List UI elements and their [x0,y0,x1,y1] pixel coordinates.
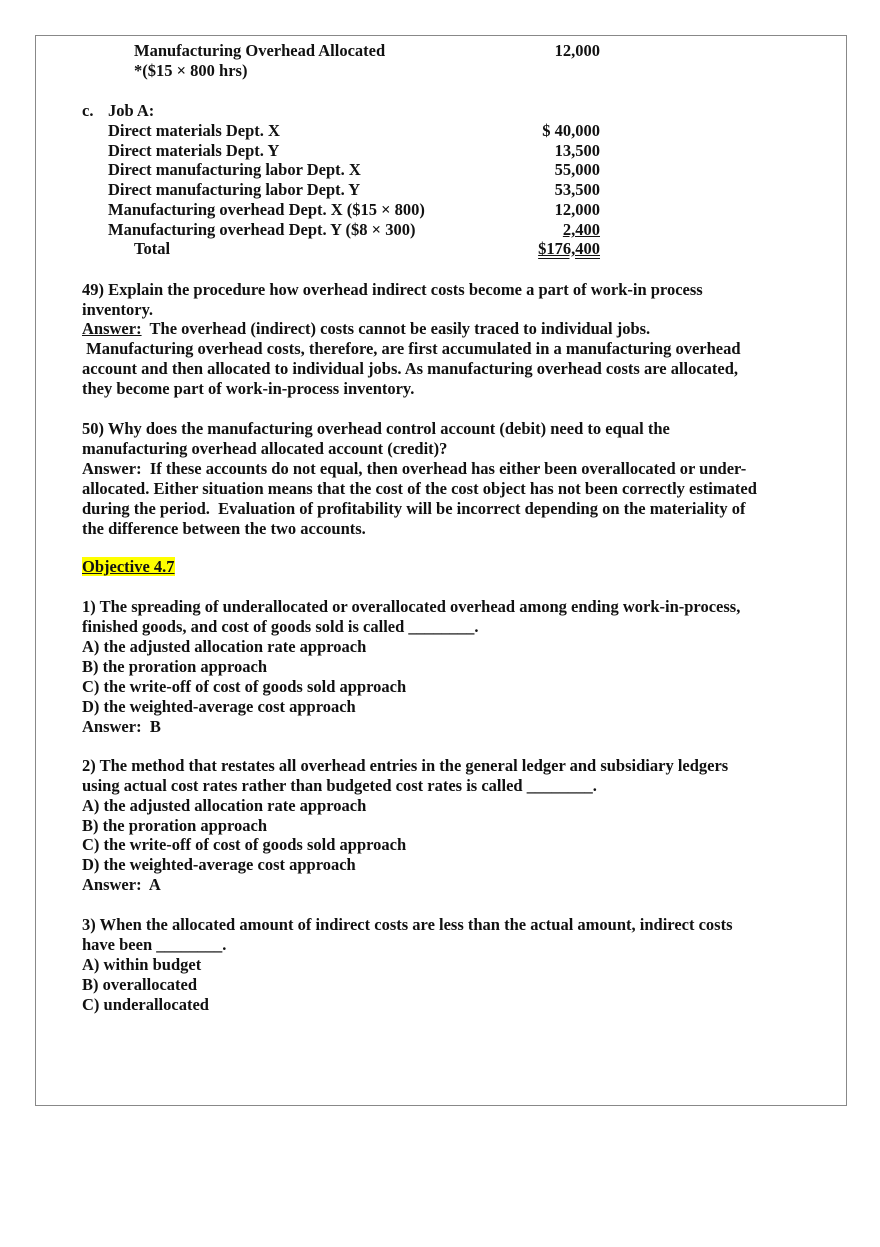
question-49-text: 49) Explain the procedure how overhead indirect costs become a part of work-in process [82,280,703,299]
total-label: Total [134,239,171,258]
option: A) within budget [82,955,202,974]
job-a-letter: c. [82,101,94,120]
question-text: 3) When the allocated amount of indirect costs are less than the actual amount, indirect costs [82,915,733,934]
job-a-title: Job A: [108,101,155,120]
answer: Answer: A [82,875,161,894]
job-row-value: 55,000 [554,160,600,179]
total-value: $176,400 [538,239,600,258]
option: B) the proration approach [82,657,268,676]
job-row-value: 53,500 [554,180,600,199]
job-row-label: Direct manufacturing labor Dept. X [108,160,361,179]
option: C) underallocated [82,995,209,1014]
job-row-label: Manufacturing overhead Dept. Y ($8 × 300) [108,220,416,239]
job-row-value: 12,000 [554,200,600,219]
option: A) the adjusted allocation rate approach [82,637,367,656]
allocation-note: *($15 × 800 hrs) [134,61,248,80]
allocation-value: 12,000 [554,41,600,60]
answer-49-text: account and then allocated to individual jobs. As manufacturing overhead costs are allocated, [82,359,739,378]
question-49-text: inventory. [82,300,154,319]
job-row-value: 13,500 [554,141,600,160]
job-row-label: Manufacturing overhead Dept. X ($15 × 800) [108,200,425,219]
job-row-label: Direct manufacturing labor Dept. Y [108,180,361,199]
question-text: finished goods, and cost of goods sold is called ________. [82,617,479,636]
option: C) the write-off of cost of goods sold approach [82,835,407,854]
job-row-label: Direct materials Dept. X [108,121,280,140]
question-50-text: manufacturing overhead allocated account (credit)? [82,439,448,458]
allocation-label: Manufacturing Overhead Allocated [134,41,386,60]
answer-49-line [82,319,650,339]
option: D) the weighted-average cost approach [82,697,356,716]
option: B) the proration approach [82,816,268,835]
question-text: 2) The method that restates all overhead entries in the general ledger and subsidiary ledgers [82,756,729,775]
question-text: have been ________. [82,935,227,954]
answer-text: The overhead (indirect) costs cannot be easily traced to individual jobs. [141,319,651,338]
question-50-text: 50) Why does the manufacturing overhead control account (debit) need to equal the [82,419,670,438]
job-row-value: $ 40,000 [542,121,600,140]
answer-49-text: Manufacturing overhead costs, therefore, are first accumulated in a manufacturing overhead [82,339,741,358]
option: B) overallocated [82,975,198,994]
answer-50-text: Answer: If these accounts do not equal, then overhead has either been overallocated or under- [82,459,747,478]
option: C) the write-off of cost of goods sold approach [82,677,407,696]
objective-heading: Objective 4.7 [82,557,175,576]
answer-50-text: the difference between the two accounts. [82,519,366,538]
answer-49-text: they become part of work-in-process inventory. [82,379,415,398]
job-row-value: 2,400 [562,220,600,239]
answer-50-text: during the period. Evaluation of profitability will be incorrect depending on the materiality of [82,499,746,518]
question-text: using actual cost rates rather than budgeted cost rates is called ________. [82,776,597,795]
option: A) the adjusted allocation rate approach [82,796,367,815]
answer-label: Answer: [82,319,142,338]
answer: Answer: B [82,717,161,736]
answer-50-text: allocated. Either situation means that the cost of the cost object has not been correctly estimated [82,479,757,498]
question-text: 1) The spreading of underallocated or overallocated overhead among ending work-in-process, [82,597,741,616]
option: D) the weighted-average cost approach [82,855,356,874]
job-row-label: Direct materials Dept. Y [108,141,280,160]
